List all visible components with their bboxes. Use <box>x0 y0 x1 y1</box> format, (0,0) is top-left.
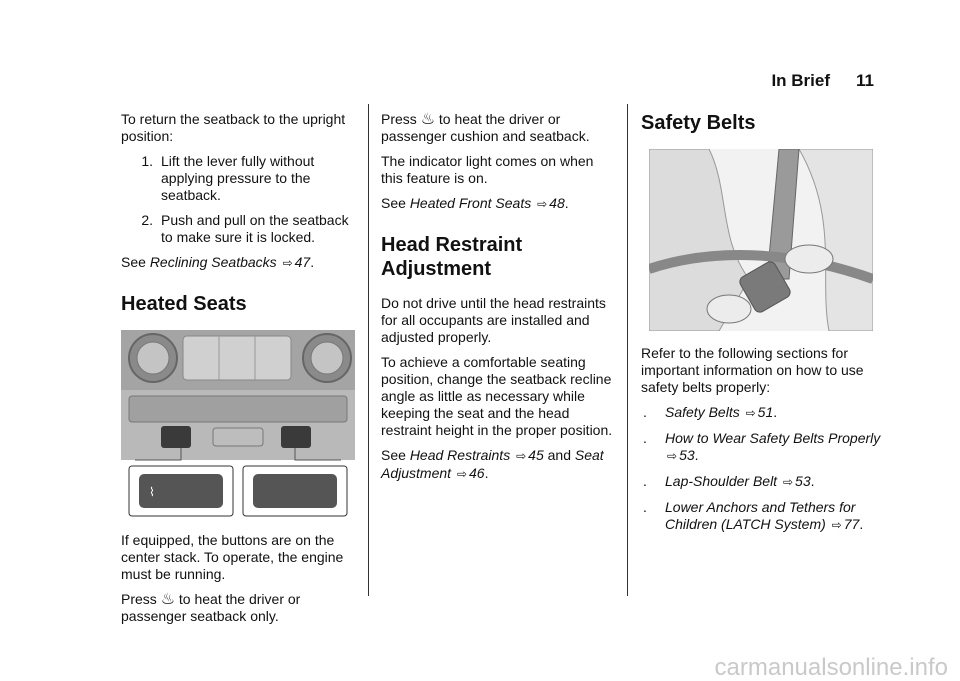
page-ref[interactable]: 77 <box>843 516 860 532</box>
heated-seatback-icon: ♨ <box>160 591 176 608</box>
column-divider <box>627 104 628 596</box>
reference-link[interactable]: Lap-Shoulder Belt <box>665 473 778 489</box>
list-number: 1. <box>141 153 153 169</box>
reference-link[interactable]: How to Wear Safety Belts Properly <box>665 430 881 446</box>
page-arrow-icon: ⇨ <box>831 518 842 532</box>
heated-seat-buttons-illustration <box>121 330 355 518</box>
page-ref[interactable]: 48 <box>549 195 565 211</box>
section-heading: Heated Seats <box>121 293 247 315</box>
numbered-list <box>121 153 359 246</box>
list-item: . Safety Belts ⇨ 51. <box>643 404 778 420</box>
paragraph: Refer to the following sections for important information on how to use safety belts properly: <box>641 345 864 395</box>
page-ref[interactable]: 46 <box>469 465 485 481</box>
reference-link[interactable]: Head Restraints <box>409 447 511 463</box>
svg-text:⌇: ⌇ <box>149 485 155 499</box>
cross-reference: See Reclining Seatbacks ⇨ 47. <box>121 254 315 270</box>
page-ref[interactable]: 45 <box>528 447 544 463</box>
reference-link[interactable]: Safety Belts <box>665 404 740 420</box>
section-title: In Brief <box>771 71 831 90</box>
list-item: . How to Wear Safety Belts Properly ⇨ 53. <box>643 430 881 463</box>
cross-reference: See Heated Front Seats ⇨ 48. <box>381 195 569 211</box>
page-arrow-icon: ⇨ <box>782 475 794 489</box>
bulleted-list <box>641 404 881 534</box>
page-arrow-icon: ⇨ <box>667 449 678 463</box>
page-ref[interactable]: 47 <box>294 254 311 270</box>
page-header <box>771 72 874 89</box>
column-1 <box>121 111 359 633</box>
page-ref[interactable]: 53 <box>679 447 695 463</box>
paragraph: If equipped, the buttons are on the center stack. To operate, the engine must be running. <box>121 532 344 582</box>
reference-link[interactable]: Seat Adjustment <box>381 447 604 481</box>
page-ref[interactable]: 51 <box>757 404 774 420</box>
column-3 <box>641 111 881 542</box>
paragraph: To return the seatback to the upright position: <box>121 111 346 144</box>
list-text: Lift the lever fully without applying pressure to the seatback. <box>161 153 315 203</box>
page-arrow-icon: ⇨ <box>516 449 527 463</box>
list-item: . Lower Anchors and Tethers for Children (LATCH System) ⇨ 77. <box>643 499 864 532</box>
page-number: 11 <box>856 71 874 90</box>
paragraph: To achieve a comfortable seating position, change the seatback recline angle as little as necessary while keeping the seat and the head restraint height in the proper position. <box>381 354 613 438</box>
list-text: Push and pull on the seatback to make sure it is locked. <box>161 212 349 245</box>
reference-link[interactable]: Reclining Seatbacks <box>149 254 277 270</box>
column-divider <box>368 104 369 596</box>
list-item <box>121 212 359 246</box>
page-arrow-icon: ⇨ <box>282 256 293 270</box>
list-item: . Lap-Shoulder Belt ⇨ 53. <box>643 473 815 489</box>
column-2 <box>381 111 613 491</box>
list-number: 2. <box>141 212 153 228</box>
section-heading: Head Restraint Adjustment <box>381 234 523 280</box>
paragraph: Do not drive until the head restraints for all occupants are installed and adjusted properly. <box>381 295 606 345</box>
page-arrow-icon: ⇨ <box>456 467 467 481</box>
paragraph: Press ♨ to heat the driver or passenger cushion and seatback. <box>381 111 590 144</box>
paragraph: Press ♨ to heat the driver or passenger seatback only. <box>121 591 301 624</box>
heated-cushion-seatback-icon: ♨ <box>420 111 436 128</box>
page-arrow-icon: ⇨ <box>745 406 756 420</box>
list-item <box>121 153 359 204</box>
section-heading: Safety Belts <box>641 112 756 134</box>
reference-link[interactable]: Heated Front Seats <box>409 195 532 211</box>
safety-belt-illustration <box>649 149 873 331</box>
paragraph: The indicator light comes on when this feature is on. <box>381 153 594 186</box>
page-ref[interactable]: 53 <box>795 473 811 489</box>
reference-link[interactable]: Lower Anchors and Tethers for Children (LATCH System) <box>665 499 856 532</box>
watermark: carmanualsonline.info <box>714 654 948 681</box>
page-arrow-icon: ⇨ <box>537 197 548 211</box>
cross-reference: See Head Restraints ⇨ 45 and Seat Adjustment ⇨ 46. <box>381 447 604 481</box>
